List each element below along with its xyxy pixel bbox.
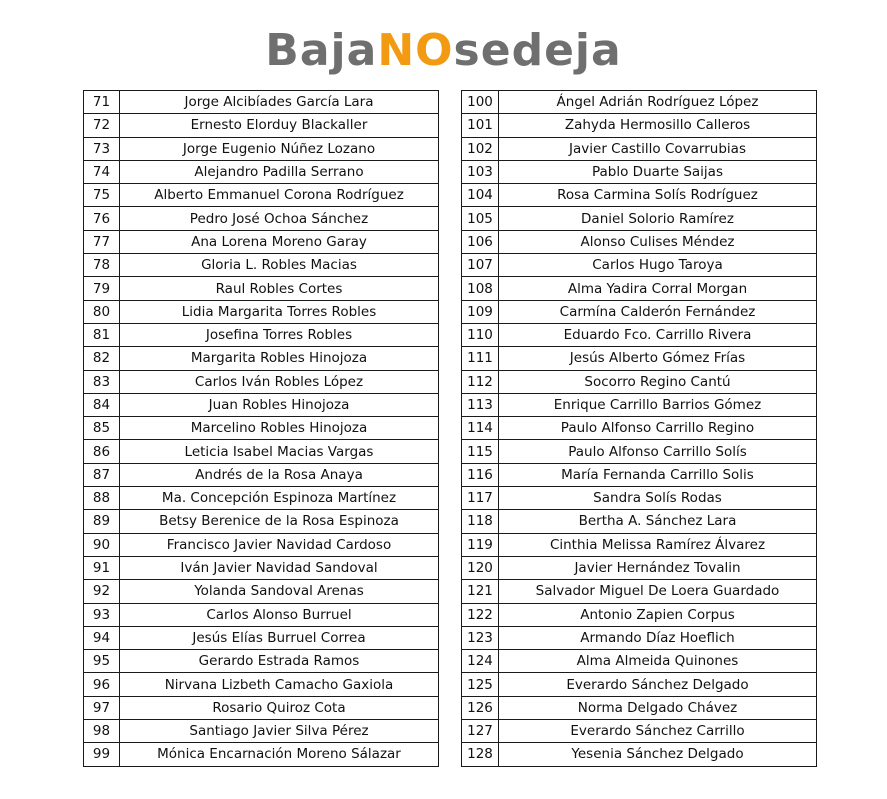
table-row <box>84 417 439 440</box>
person-name: Everardo Sánchez Carrillo <box>499 720 817 743</box>
person-name: Alejandro Padilla Serrano <box>120 160 439 183</box>
row-number: 112 <box>462 370 499 393</box>
row-number: 115 <box>462 440 499 463</box>
table-row <box>462 696 817 719</box>
row-number: 124 <box>462 650 499 673</box>
person-name: Cinthia Melissa Ramírez Álvarez <box>499 533 817 556</box>
row-number: 84 <box>84 393 120 416</box>
row-number: 99 <box>84 743 120 766</box>
table-row <box>84 626 439 649</box>
person-name: Gloria L. Robles Macias <box>120 254 439 277</box>
row-number: 104 <box>462 184 499 207</box>
row-number: 72 <box>84 114 120 137</box>
row-number: 73 <box>84 137 120 160</box>
person-name: Alberto Emmanuel Corona Rodríguez <box>120 184 439 207</box>
table-row <box>462 650 817 673</box>
person-name: Ma. Concepción Espinoza Martínez <box>120 487 439 510</box>
row-number: 74 <box>84 160 120 183</box>
person-name: Ana Lorena Moreno Garay <box>120 230 439 253</box>
person-name: Carlos Alonso Burruel <box>120 603 439 626</box>
row-number: 125 <box>462 673 499 696</box>
row-number: 86 <box>84 440 120 463</box>
logo-text-baja: Baja <box>265 25 378 76</box>
table-row <box>462 207 817 230</box>
row-number: 94 <box>84 626 120 649</box>
table-row <box>462 673 817 696</box>
row-number: 77 <box>84 230 120 253</box>
person-name: Carlos Iván Robles López <box>120 370 439 393</box>
person-name: Javier Hernández Tovalin <box>499 556 817 579</box>
row-number: 126 <box>462 696 499 719</box>
person-name: Daniel Solorio Ramírez <box>499 207 817 230</box>
table-row <box>84 580 439 603</box>
row-number: 100 <box>462 91 499 114</box>
logo-text-sedeja: sedeja <box>453 25 622 76</box>
person-name: Carlos Hugo Taroya <box>499 254 817 277</box>
person-name: Everardo Sánchez Delgado <box>499 673 817 696</box>
person-name: Carmína Calderón Fernández <box>499 300 817 323</box>
table-row <box>84 673 439 696</box>
row-number: 95 <box>84 650 120 673</box>
table-row <box>462 184 817 207</box>
person-name: Leticia Isabel Macias Vargas <box>120 440 439 463</box>
row-number: 108 <box>462 277 499 300</box>
table-row <box>84 91 439 114</box>
row-number: 97 <box>84 696 120 719</box>
person-name: Lidia Margarita Torres Robles <box>120 300 439 323</box>
table-row <box>462 510 817 533</box>
table-row <box>84 323 439 346</box>
person-name: Zahyda Hermosillo Calleros <box>499 114 817 137</box>
table-row <box>462 300 817 323</box>
row-number: 107 <box>462 254 499 277</box>
person-name: Paulo Alfonso Carrillo Regino <box>499 417 817 440</box>
table-row <box>84 184 439 207</box>
table-row <box>462 556 817 579</box>
row-number: 83 <box>84 370 120 393</box>
row-number: 127 <box>462 720 499 743</box>
person-name: Salvador Miguel De Loera Guardado <box>499 580 817 603</box>
table-row <box>462 417 817 440</box>
row-number: 109 <box>462 300 499 323</box>
table-row <box>462 440 817 463</box>
person-name: Socorro Regino Cantú <box>499 370 817 393</box>
person-name: Armando Díaz Hoeflich <box>499 626 817 649</box>
row-number: 116 <box>462 463 499 486</box>
row-number: 98 <box>84 720 120 743</box>
person-name: Norma Delgado Chávez <box>499 696 817 719</box>
row-number: 96 <box>84 673 120 696</box>
table-row <box>84 696 439 719</box>
row-number: 118 <box>462 510 499 533</box>
row-number: 128 <box>462 743 499 766</box>
row-number: 119 <box>462 533 499 556</box>
person-name: Bertha A. Sánchez Lara <box>499 510 817 533</box>
row-number: 80 <box>84 300 120 323</box>
person-name: Enrique Carrillo Barrios Gómez <box>499 393 817 416</box>
row-number: 75 <box>84 184 120 207</box>
person-name: Javier Castillo Covarrubias <box>499 137 817 160</box>
row-number: 111 <box>462 347 499 370</box>
table-row <box>84 230 439 253</box>
row-number: 88 <box>84 487 120 510</box>
table-row <box>462 277 817 300</box>
row-number: 113 <box>462 393 499 416</box>
row-number: 93 <box>84 603 120 626</box>
person-name: Rosa Carmina Solís Rodríguez <box>499 184 817 207</box>
table-row <box>462 720 817 743</box>
table-row <box>84 603 439 626</box>
table-row <box>84 207 439 230</box>
logo-text-no: NO <box>377 25 454 76</box>
person-name: Francisco Javier Navidad Cardoso <box>120 533 439 556</box>
table-row <box>462 487 817 510</box>
table-row <box>84 114 439 137</box>
person-name: Marcelino Robles Hinojoza <box>120 417 439 440</box>
table-row <box>84 277 439 300</box>
row-number: 106 <box>462 230 499 253</box>
table-row <box>462 114 817 137</box>
row-number: 78 <box>84 254 120 277</box>
table-row <box>84 650 439 673</box>
row-number: 103 <box>462 160 499 183</box>
row-number: 71 <box>84 91 120 114</box>
person-name: María Fernanda Carrillo Solis <box>499 463 817 486</box>
names-table-left <box>83 90 439 767</box>
person-name: Jorge Eugenio Núñez Lozano <box>120 137 439 160</box>
row-number: 121 <box>462 580 499 603</box>
table-row <box>84 463 439 486</box>
table-row <box>462 370 817 393</box>
person-name: Jesús Alberto Gómez Frías <box>499 347 817 370</box>
table-row <box>84 440 439 463</box>
person-name: Josefina Torres Robles <box>120 323 439 346</box>
row-number: 92 <box>84 580 120 603</box>
table-row <box>84 743 439 766</box>
person-name: Antonio Zapien Corpus <box>499 603 817 626</box>
table-row <box>84 487 439 510</box>
person-name: Jesús Elías Burruel Correa <box>120 626 439 649</box>
person-name: Yesenia Sánchez Delgado <box>499 743 817 766</box>
table-row <box>84 533 439 556</box>
row-number: 87 <box>84 463 120 486</box>
person-name: Iván Javier Navidad Sandoval <box>120 556 439 579</box>
person-name: Betsy Berenice de la Rosa Espinoza <box>120 510 439 533</box>
row-number: 102 <box>462 137 499 160</box>
row-number: 82 <box>84 347 120 370</box>
row-number: 79 <box>84 277 120 300</box>
table-row <box>462 323 817 346</box>
person-name: Alma Almeida Quinones <box>499 650 817 673</box>
table-row <box>462 626 817 649</box>
row-number: 117 <box>462 487 499 510</box>
person-name: Margarita Robles Hinojoza <box>120 347 439 370</box>
table-row <box>462 603 817 626</box>
row-number: 123 <box>462 626 499 649</box>
row-number: 105 <box>462 207 499 230</box>
bajanosedeja-logo <box>0 24 887 78</box>
row-number: 120 <box>462 556 499 579</box>
person-name: Eduardo Fco. Carrillo Rivera <box>499 323 817 346</box>
row-number: 122 <box>462 603 499 626</box>
table-row <box>462 160 817 183</box>
row-number: 76 <box>84 207 120 230</box>
table-row <box>84 137 439 160</box>
table-row <box>462 254 817 277</box>
person-name: Juan Robles Hinojoza <box>120 393 439 416</box>
person-name: Pablo Duarte Saijas <box>499 160 817 183</box>
table-row <box>84 300 439 323</box>
table-row <box>84 347 439 370</box>
person-name: Sandra Solís Rodas <box>499 487 817 510</box>
row-number: 89 <box>84 510 120 533</box>
person-name: Rosario Quiroz Cota <box>120 696 439 719</box>
person-name: Raul Robles Cortes <box>120 277 439 300</box>
person-name: Alma Yadira Corral Morgan <box>499 277 817 300</box>
row-number: 90 <box>84 533 120 556</box>
person-name: Paulo Alfonso Carrillo Solís <box>499 440 817 463</box>
person-name: Santiago Javier Silva Pérez <box>120 720 439 743</box>
person-name: Nirvana Lizbeth Camacho Gaxiola <box>120 673 439 696</box>
person-name: Gerardo Estrada Ramos <box>120 650 439 673</box>
table-row <box>462 393 817 416</box>
table-row <box>462 743 817 766</box>
table-row <box>84 510 439 533</box>
table-row <box>462 91 817 114</box>
table-row <box>84 720 439 743</box>
person-name: Alonso Culises Méndez <box>499 230 817 253</box>
row-number: 110 <box>462 323 499 346</box>
row-number: 85 <box>84 417 120 440</box>
table-row <box>462 463 817 486</box>
person-name: Mónica Encarnación Moreno Sálazar <box>120 743 439 766</box>
table-row <box>462 580 817 603</box>
table-row <box>462 533 817 556</box>
table-row <box>462 230 817 253</box>
person-name: Ernesto Elorduy Blackaller <box>120 114 439 137</box>
person-name: Ángel Adrián Rodríguez López <box>499 91 817 114</box>
person-name: Pedro José Ochoa Sánchez <box>120 207 439 230</box>
row-number: 114 <box>462 417 499 440</box>
person-name: Andrés de la Rosa Anaya <box>120 463 439 486</box>
table-row <box>84 160 439 183</box>
row-number: 81 <box>84 323 120 346</box>
table-row <box>462 137 817 160</box>
row-number: 101 <box>462 114 499 137</box>
row-number: 91 <box>84 556 120 579</box>
names-table-right <box>461 90 817 767</box>
table-row <box>84 370 439 393</box>
table-row <box>84 393 439 416</box>
table-row <box>84 556 439 579</box>
person-name: Yolanda Sandoval Arenas <box>120 580 439 603</box>
person-name: Jorge Alcibíades García Lara <box>120 91 439 114</box>
table-row <box>462 347 817 370</box>
table-row <box>84 254 439 277</box>
